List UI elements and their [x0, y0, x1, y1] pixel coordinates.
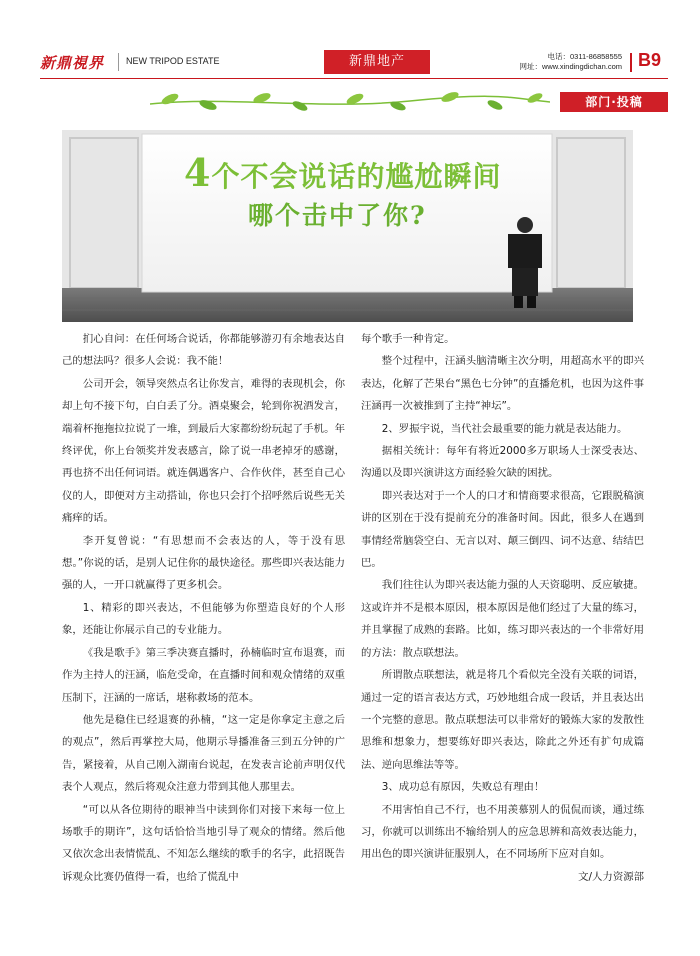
website-text: 网址：www.xindingdichan.com — [519, 62, 622, 71]
hero-image — [62, 130, 633, 322]
header-rule — [40, 78, 668, 79]
paragraph: 不用害怕自己不行，也不用羡慕别人的侃侃而谈，通过练习，你就可以训练出不输给别人的应急思辨和高效表达能力，用出色的即兴演讲征服别人，在不同场所下应对自如。 — [361, 803, 644, 861]
author-signature: 文/人力资源部 — [578, 870, 644, 883]
paragraph: “可以从各位期待的眼神当中读到你们对接下来每一位上场歌手的期许”，这句话恰恰当地引导了观众的情绪。然后他又依次念出表情慌乱、不知怎么继续的歌手的名字，此招既告诉观众比赛仍值得一看，也给了慌乱中 — [62, 803, 345, 883]
phone-text: 电话：0311-86858555 — [547, 52, 622, 61]
headline-number: 4 — [184, 150, 212, 195]
paragraph: 3、成功总有原因，失败总有理由！ — [381, 781, 545, 794]
headline-line-1 — [184, 150, 501, 195]
paragraph: 据相关统计：每年有将近2000多万职场人士深受表达、沟通以及即兴演讲这方面经验欠缺的困扰。 — [361, 445, 644, 480]
paragraph: 公司开会，领导突然点名让你发言，难得的表现机会，你却上句不接下句，白白丢了分。酒桌聚会，轮到你祝酒发言，端着杯拖拖拉拉说了一堆，到最后大家都纷纷玩起了手机。年终评优，你上台领奖并发表感言，除了说一串老掉牙的感谢，再也挤不出任何词语。就连偶遇客户、合作伙伴，甚至自己心仪的人，即便对方主动搭讪，你也只会打个招呼然后说些无关痛痒的话。 — [62, 377, 345, 525]
paragraph: 即兴表达对于一个人的口才和情商要求很高，它跟脱稿演讲的区别在于没有提前充分的准备时间。因此，很多人在遇到事情经常脑袋空白、无言以对、颠三倒四、词不达意、结结巴巴。 — [361, 489, 644, 570]
right-column — [361, 328, 644, 888]
brand-label: 新鼎地产 — [324, 50, 430, 74]
paragraph: 1、精彩的即兴表达，不但能够为你塑造良好的个人形象，还能让你展示自己的专业能力。 — [62, 601, 345, 637]
headline-line-1-text: 个不会说话的尴尬瞬间 — [211, 160, 502, 193]
page-number: B9 — [638, 50, 662, 70]
paragraph: 我们往往认为即兴表达能力强的人天资聪明、反应敏捷。这或许并不是根本原因，根本原因是他们经过了大量的练习，并且掌握了成熟的套路。比如，练习即兴表达的一个非常好用的方法：散点联想法。 — [361, 579, 644, 659]
paragraph: 李开复曾说：“有思想而不会表达的人，等于没有思想。”你说的话，是别人记住你的最快途径。那些即兴表达能力强的人，一开口就赢得了更多机会。 — [62, 534, 345, 592]
page-header — [40, 50, 668, 76]
contact-info — [510, 52, 622, 72]
headline-line-2: 哪个击中了你? — [248, 201, 427, 230]
paragraph: 所谓散点联想法，就是将几个看似完全没有关联的词语，通过一定的语言表达方式，巧妙地组合成一段话，并且表达出一个完整的意思。散点联想法可以非常好的锻炼大家的发散性思维和想象力，想要练好即兴表达，除此之外还有扩句成篇法、逆向思维法等等。 — [361, 669, 644, 771]
english-name: NEW TRIPOD ESTATE — [126, 56, 220, 66]
paragraph: 整个过程中，汪涵头脑清晰主次分明，用超高水平的即兴表达，化解了芒果台“黑色七分钟”的直播危机，也因为这件事汪涵再一次被推到了主持“神坛”。 — [361, 355, 644, 413]
newspaper-logo: 新鼎視界 — [40, 54, 105, 72]
left-column — [62, 328, 345, 888]
header-divider — [118, 53, 119, 71]
section-tag: 部门·投稿 — [560, 92, 668, 112]
paragraph: 《我是歌手》第三季决赛直播时，孙楠临时宣布退赛，而作为主持人的汪涵，临危受命，在直播时间和观众情绪的双重压制下，汪涵的一席话，堪称救场的范本。 — [62, 646, 345, 704]
paragraph: 2、罗振宇说，当代社会最重要的能力就是表达能力。 — [381, 422, 628, 435]
paragraph: 扪心自问：在任何场合说话，你都能够游刃有余地表达自己的想法吗？很多人会说：我不能！ — [62, 333, 345, 368]
paragraph: 每个歌手一种肯定。 — [361, 333, 455, 345]
leaf-decoration — [150, 90, 550, 112]
page-number-divider — [630, 53, 632, 72]
paragraph: 他先是稳住已经退赛的孙楠，“这一定是你拿定主意之后的观点”，然后再掌控大局，他期示导播准备三到五分钟的广告，紧接着，从自己刚入湖南台说起，在发表言论前声明仅代表个人观点，然后将观众注意力带到其他人那里去。 — [62, 713, 345, 794]
